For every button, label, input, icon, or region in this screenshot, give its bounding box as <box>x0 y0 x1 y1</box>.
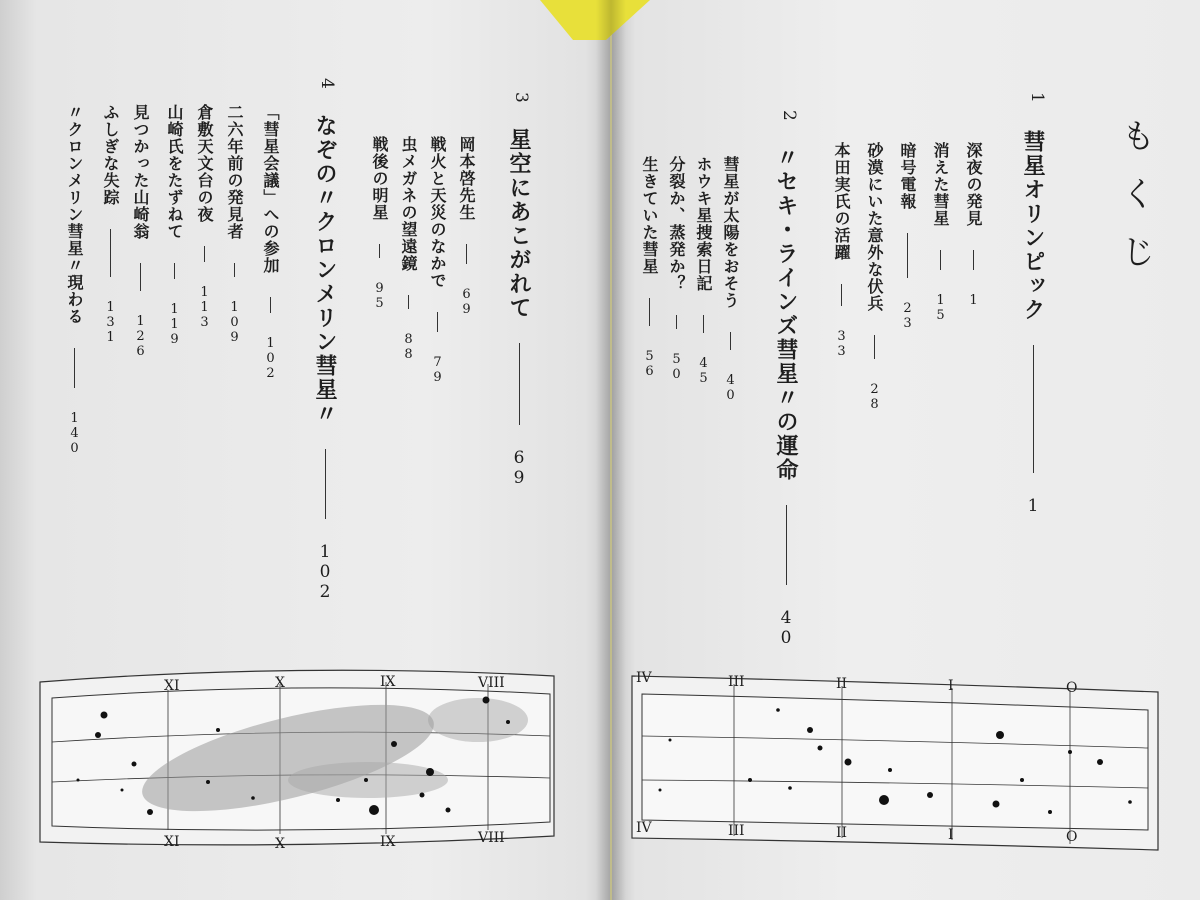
entry-page: 126 <box>133 314 148 359</box>
toc-entry[interactable] <box>371 136 387 311</box>
leader-line <box>1033 345 1034 473</box>
entry-label: 暗号電報 <box>898 142 917 210</box>
map-hour-label: IX <box>380 674 396 690</box>
leader-line <box>234 263 235 277</box>
star-map-left <box>38 660 556 860</box>
entry-page: 15 <box>933 293 948 323</box>
star-map-right <box>630 670 1160 860</box>
entry-label: 戦火と天災のなかで <box>428 136 447 289</box>
map-hour-label: O <box>1066 829 1078 845</box>
toc-title: もくじ <box>1115 118 1155 292</box>
toc-entry[interactable] <box>102 104 118 345</box>
toc-entry[interactable] <box>965 142 981 308</box>
map-hour-label: O <box>1066 680 1078 696</box>
toc-entry[interactable] <box>262 104 278 381</box>
chapter-4-title: なぞの〃クロンメリン彗星〃 <box>312 114 338 426</box>
chapter-3-number: 3 <box>511 92 531 103</box>
leader-line <box>874 335 875 359</box>
entry-label: 〃クロンメリン彗星〃現わる <box>65 104 84 325</box>
leader-line <box>204 246 205 262</box>
leader-line <box>379 244 380 258</box>
entry-page: 56 <box>642 349 657 379</box>
leader-line <box>270 297 271 313</box>
entry-label: 生きていた彗星 <box>640 156 659 275</box>
map-hour-label: II <box>836 825 848 841</box>
leader-line <box>408 295 409 309</box>
entry-page: 28 <box>867 382 882 412</box>
entry-page: 45 <box>696 356 711 386</box>
entry-page: 119 <box>167 302 182 347</box>
map-hour-label: IV <box>636 820 652 836</box>
leader-line <box>786 505 787 585</box>
leader-line <box>74 348 75 388</box>
chapter-3-title: 星空にあこがれて <box>506 128 532 320</box>
toc-entry[interactable] <box>866 142 882 412</box>
map-hour-label: VIII <box>478 675 505 691</box>
leader-line <box>973 250 974 270</box>
leader-line <box>519 343 520 425</box>
toc-entry[interactable] <box>226 104 242 345</box>
leader-line <box>437 312 438 332</box>
map-hour-label: III <box>728 823 745 839</box>
entry-label: 見つかった山崎翁 <box>131 104 150 240</box>
leader-line <box>907 233 908 278</box>
entry-page: 69 <box>459 287 474 317</box>
toc-entry[interactable] <box>722 156 738 403</box>
map-hour-label: XI <box>164 834 180 850</box>
toc-entry[interactable] <box>166 104 182 347</box>
chapter-2-heading[interactable] <box>775 146 797 648</box>
toc-entry[interactable] <box>899 142 915 331</box>
leader-line <box>140 263 141 291</box>
entry-page: 140 <box>67 411 82 456</box>
star-map-right-graphic <box>630 670 1160 860</box>
toc-entry[interactable] <box>66 104 82 456</box>
map-hour-label: XI <box>164 678 180 694</box>
entry-page: 40 <box>723 373 738 403</box>
toc-entry[interactable] <box>400 136 416 362</box>
map-hour-label: III <box>728 674 745 690</box>
leader-line <box>110 229 111 277</box>
entry-label: 砂漠にいた意外な伏兵 <box>865 142 884 312</box>
chapter-3-heading[interactable] <box>508 128 530 488</box>
leader-line <box>466 244 467 264</box>
entry-page: 88 <box>401 332 416 362</box>
leader-line <box>649 298 650 326</box>
entry-page: 79 <box>430 355 445 385</box>
entry-label: 倉敷天文台の夜 <box>195 104 214 223</box>
entry-page: 1 <box>966 293 981 308</box>
chapter-3-page: 69 <box>509 448 529 488</box>
entry-label: 彗星が太陽をおそう <box>721 156 740 309</box>
toc-entry[interactable] <box>668 156 684 382</box>
leader-line <box>325 449 326 519</box>
toc-entry[interactable] <box>429 136 445 385</box>
toc-entry[interactable] <box>833 142 849 359</box>
leader-line <box>730 332 731 350</box>
entry-page: 50 <box>669 352 684 382</box>
entry-label: 深夜の発見 <box>964 142 983 227</box>
entry-label: 「彗星会議」への参加 <box>261 104 280 274</box>
leader-line <box>841 284 842 306</box>
entry-page: 109 <box>227 300 242 345</box>
entry-page: 113 <box>197 285 212 330</box>
chapter-1-heading[interactable] <box>1022 130 1044 516</box>
chapter-2-title: 〃セキ・ラインズ彗星〃の運命 <box>773 146 799 482</box>
entry-page: 95 <box>372 281 387 311</box>
entry-label: 戦後の明星 <box>370 136 389 221</box>
toc-entry[interactable] <box>196 104 212 330</box>
chapter-1-page: 1 <box>1023 496 1043 516</box>
entry-label: ホウキ星捜索日記 <box>694 156 713 292</box>
map-hour-label: IX <box>380 834 396 850</box>
entry-label: ふしぎな失踪 <box>101 104 120 206</box>
toc-entry[interactable] <box>932 142 948 323</box>
entry-label: 二六年前の発見者 <box>225 104 244 240</box>
entry-page: 33 <box>834 329 849 359</box>
chapter-2-page: 40 <box>776 608 796 648</box>
map-hour-label: I <box>948 827 954 843</box>
entry-label: 消えた彗星 <box>931 142 950 227</box>
toc-entry[interactable] <box>695 156 711 386</box>
entry-label: 本田実氏の活躍 <box>832 142 851 261</box>
chapter-2-number: 2 <box>779 110 799 121</box>
map-hour-label: I <box>948 678 954 694</box>
map-hour-label: X <box>275 836 285 852</box>
entry-label: 分裂か、蒸発か？ <box>667 156 686 292</box>
chapter-1-number: 1 <box>1027 92 1047 103</box>
map-hour-label: II <box>836 676 848 692</box>
entry-page: 131 <box>103 300 118 345</box>
leader-line <box>940 250 941 270</box>
chapter-1-title: 彗星オリンピック <box>1020 130 1046 322</box>
book-gutter <box>596 0 626 900</box>
leader-line <box>676 315 677 329</box>
toc-entry[interactable] <box>458 136 474 317</box>
entry-page: 102 <box>263 336 278 381</box>
map-hour-label: IV <box>636 670 652 686</box>
chapter-4-page: 102 <box>315 542 335 602</box>
chapter-4-number: 4 <box>317 78 337 89</box>
map-hour-label: X <box>275 675 285 691</box>
entry-page: 23 <box>900 301 915 331</box>
map-hour-label: VIII <box>478 830 505 846</box>
entry-label: 岡本啓先生 <box>457 136 476 221</box>
toc-entry[interactable] <box>132 104 148 359</box>
leader-line <box>174 263 175 279</box>
chapter-4-heading[interactable] <box>314 114 336 602</box>
entry-label: 山崎氏をたずねて <box>165 104 184 240</box>
entry-label: 虫メガネの望遠鏡 <box>399 136 418 272</box>
toc-entry[interactable] <box>641 156 657 379</box>
leader-line <box>703 315 704 333</box>
